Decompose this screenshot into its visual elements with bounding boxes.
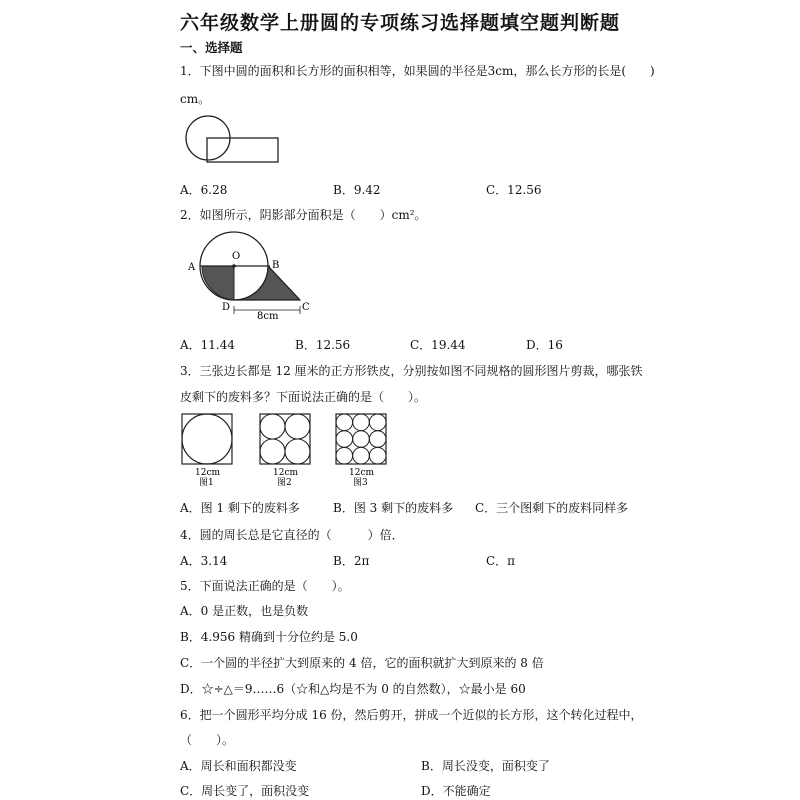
q6-text: 6．把一个圆形平均分成 16 份，然后剪开，拼成一个近似的长方形，这个转化过程中， [180,708,643,722]
q5-text: 5．下面说法正确的是（ ）。 [180,579,350,593]
q4-text: 4．圆的周长总是它直径的（ ）倍． [180,528,404,542]
q2-label-c: C [302,302,310,313]
q4-option-c[interactable]: C．π [486,554,516,568]
q6-option-a[interactable]: A．周长和面积都没变 [180,759,297,773]
q3-fig1-label: 图1 [199,478,214,488]
q2-option-d[interactable]: D．16 [526,338,563,352]
q5-option-c[interactable]: C．一个圆的半径扩大到原来的 4 倍，它的面积就扩大到原来的 8 倍 [180,656,544,670]
q3-text: 3．三张边长都是 12 厘米的正方形铁皮，分别按如图不同规格的圆形图片剪裁，哪张铁 [180,364,643,378]
q3-fig3-label: 图3 [353,478,368,488]
q2-option-a[interactable]: A．11.44 [180,338,236,352]
q3-text-cont: 皮剩下的废料多？下面说法正确的是（ ）。 [180,390,427,404]
q6-option-b[interactable]: B．周长没变，面积变了 [421,759,550,773]
page-title: 六年级数学上册圆的专项练习选择题填空题判断题 [179,12,620,34]
q2-text: 2．如图所示，阴影部分面积是（ ）cm²。 [180,208,427,222]
q1-option-a[interactable]: A．6.28 [180,183,228,197]
q1-option-c[interactable]: C．12.56 [486,183,542,197]
q3-figures [178,412,418,488]
q2-option-c[interactable]: C．19.44 [410,338,466,352]
q2-shade-left [202,266,234,300]
q2-label-d: D [222,302,231,313]
q3-fig1-size: 12cm [195,468,221,478]
q5-option-b[interactable]: B．4.956 精确到十分位约是 5.0 [180,630,358,644]
q3-option-c[interactable]: C．三个图剩下的废料同样多 [475,501,629,515]
q1-text-cont: cm。 [180,92,211,106]
q1-option-b[interactable]: B．9.42 [333,183,381,197]
q4-option-b[interactable]: B．2π [333,554,370,568]
q5-option-a[interactable]: A．0 是正数，也是负数 [180,604,309,618]
q2-label-a: A [188,262,196,273]
q1-text: 1．下图中圆的面积和长方形的面积相等，如果圆的半径是3cm，那么长方形的长是( ) [180,64,655,78]
q3-option-b[interactable]: B．图 3 剩下的废料多 [333,501,454,515]
q3-fig3-size: 12cm [349,468,375,478]
q2-option-b[interactable]: B．12.56 [295,338,351,352]
q3-fig2-label: 图2 [277,478,292,488]
q3-option-a[interactable]: A．图 1 剩下的废料多 [180,501,300,515]
section-heading: 一、选择题 [180,40,243,55]
q5-option-d[interactable]: D．☆÷△＝9……6（☆和△均是不为 0 的自然数），☆最小是 60 [180,682,526,696]
q2-label-o: O [232,251,241,262]
q4-option-a[interactable]: A．3.14 [180,554,228,568]
q2-length-label: 8cm [257,311,279,320]
q2-figure [184,228,314,320]
q2-label-b: B [272,260,280,271]
q3-fig2-size: 12cm [273,468,299,478]
q6-text-cont: （ ）。 [180,733,235,747]
q6-option-c[interactable]: C．周长变了，面积没变 [180,784,310,798]
q1-figure [182,114,282,166]
q6-option-d[interactable]: D．不能确定 [421,784,491,798]
